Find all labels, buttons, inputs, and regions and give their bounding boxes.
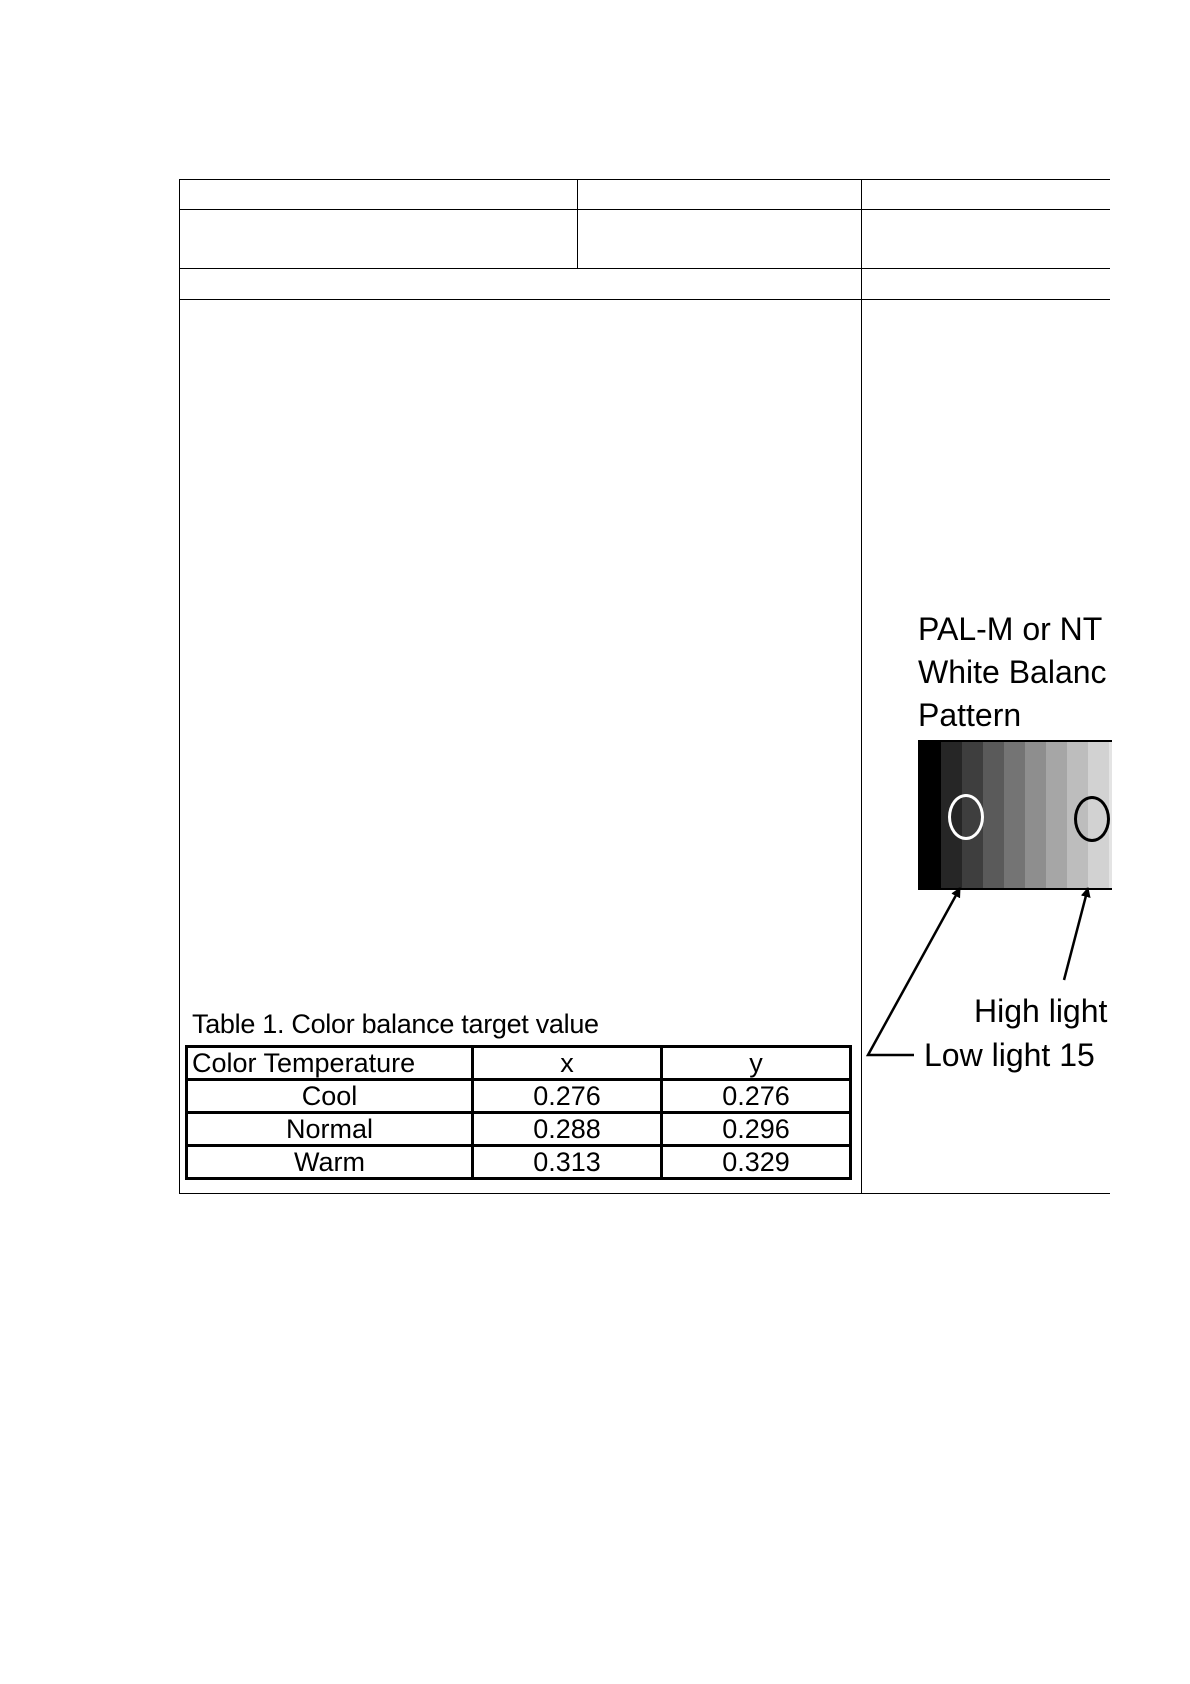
table-header-row — [187, 1047, 851, 1080]
table-row — [187, 1113, 851, 1146]
high-light-label: High light — [974, 993, 1108, 1029]
pattern-title-line: PAL-M or NT — [918, 611, 1103, 647]
row-x: 0.276 — [473, 1080, 662, 1113]
frame-line-left — [179, 179, 180, 1194]
frame-line-col1 — [577, 179, 578, 269]
low-light-arrow — [868, 888, 960, 1055]
row-name: Normal — [187, 1113, 473, 1146]
row-x: 0.313 — [473, 1146, 662, 1179]
white-balance-figure — [862, 300, 1112, 1200]
frame-line-row2 — [180, 209, 1110, 210]
low-light-label: Low light 15 — [924, 1037, 1095, 1073]
table-row — [187, 1146, 851, 1179]
row-y: 0.296 — [662, 1113, 851, 1146]
color-balance-table — [185, 1045, 852, 1180]
row-name: Warm — [187, 1146, 473, 1179]
row-x: 0.288 — [473, 1113, 662, 1146]
header-color-temperature: Color Temperature — [187, 1047, 473, 1080]
row-name: Cool — [187, 1080, 473, 1113]
pattern-title-line: White Balanc — [918, 654, 1107, 690]
header-y: y — [662, 1047, 851, 1080]
table-caption: Table 1. Color balance target value — [192, 1009, 599, 1039]
frame-line-top — [180, 179, 1110, 180]
frame-line-row3 — [180, 268, 1110, 269]
pattern-title-line: Pattern — [918, 697, 1022, 733]
high-light-arrow — [1064, 888, 1088, 980]
row-y: 0.329 — [662, 1146, 851, 1179]
row-y: 0.276 — [662, 1080, 851, 1113]
header-x: x — [473, 1047, 662, 1080]
table-row — [187, 1080, 851, 1113]
